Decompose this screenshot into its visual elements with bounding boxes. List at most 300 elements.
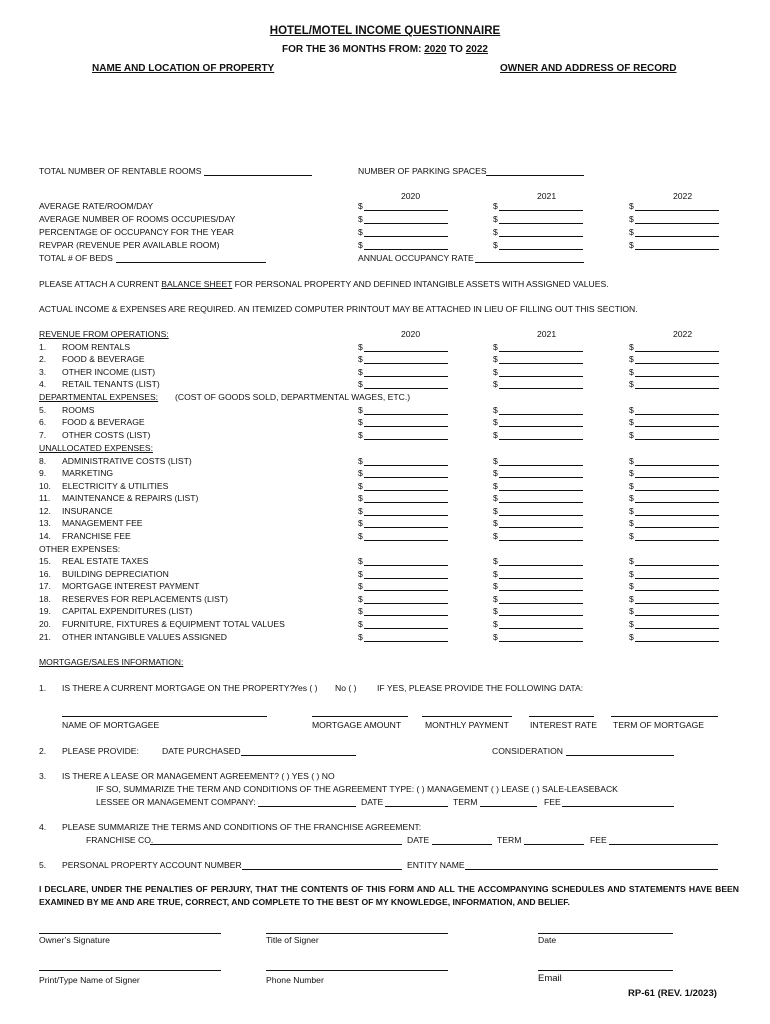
other-expenses-heading: OTHER EXPENSES: — [39, 544, 121, 554]
dollar-sign: $ — [493, 518, 498, 528]
income-item-label: MAINTENANCE & REPAIRS (LIST) — [62, 493, 199, 503]
entry-line — [499, 565, 583, 566]
dollar-sign: $ — [629, 581, 634, 591]
dollar-sign: $ — [493, 354, 498, 364]
income-item-number: 3. — [39, 367, 47, 377]
email-label: Email — [538, 973, 562, 984]
income-dollar-field[interactable] — [493, 569, 583, 580]
rate-dollar-field[interactable] — [493, 201, 583, 212]
income-item-number: 19. — [39, 606, 51, 616]
entry-line — [499, 363, 583, 364]
entry-line — [364, 527, 448, 528]
balance-sheet-text: BALANCE SHEET — [161, 279, 233, 289]
lessee-label: LESSEE OR MANAGEMENT COMPANY: — [96, 797, 256, 807]
dollar-sign: $ — [358, 569, 363, 579]
date-label: Date — [538, 935, 557, 945]
entry-line — [499, 527, 583, 528]
income-item-number: 8. — [39, 456, 47, 466]
date-purchased-label: DATE PURCHASED — [162, 746, 241, 756]
rate-dollar-field[interactable] — [629, 201, 719, 212]
dollar-sign: $ — [358, 227, 363, 237]
entry-line — [364, 426, 448, 427]
dollar-sign: $ — [629, 493, 634, 503]
entry-line — [499, 515, 583, 516]
mortgagee-field[interactable] — [62, 716, 267, 717]
income-item-number: 18. — [39, 594, 51, 604]
revenue-heading: REVENUE FROM OPERATIONS: — [39, 329, 169, 339]
income-dollar-field[interactable] — [629, 456, 719, 467]
income-dollar-field[interactable] — [629, 619, 719, 630]
entry-line — [499, 388, 583, 389]
income-item-number: 13. — [39, 518, 51, 528]
lessee-field[interactable] — [258, 806, 356, 807]
income-item-label: ELECTRICITY & UTILITIES — [62, 481, 169, 491]
income-dollar-field[interactable] — [358, 468, 448, 479]
dollar-sign: $ — [358, 342, 363, 352]
rate-label: AVERAGE RATE/ROOM/DAY — [39, 201, 154, 211]
income-dollar-field[interactable] — [358, 531, 448, 542]
rate-dollar-field[interactable] — [493, 227, 583, 238]
income-dollar-field[interactable] — [358, 556, 448, 567]
dollar-sign: $ — [358, 619, 363, 629]
income-item-label: OTHER INCOME (LIST) — [62, 367, 156, 377]
dollar-sign: $ — [358, 506, 363, 516]
income-item-label: RETAIL TENANTS (LIST) — [62, 379, 160, 389]
entry-line — [499, 439, 583, 440]
dollar-sign: $ — [358, 367, 363, 377]
entry-line — [635, 490, 719, 491]
entry-line — [364, 565, 448, 566]
dollar-sign: $ — [629, 632, 634, 642]
entry-line — [364, 376, 448, 377]
year-to: 2022 — [465, 44, 488, 55]
entry-line — [635, 477, 719, 478]
print-name-label: Print/Type Name of Signer — [39, 975, 140, 985]
income-dollar-field[interactable] — [629, 481, 719, 492]
entry-line — [635, 502, 719, 503]
income-dollar-field[interactable] — [358, 456, 448, 467]
dollar-sign: $ — [629, 481, 634, 491]
income-item-number: 9. — [39, 468, 47, 478]
q3-text: IS THERE A LEASE OR MANAGEMENT AGREEMENT? ( ) YES ( ) NO — [62, 771, 335, 781]
entry-line — [364, 210, 448, 211]
dollar-sign: $ — [493, 468, 498, 478]
dollar-sign: $ — [629, 342, 634, 352]
income-dollar-field[interactable] — [493, 468, 583, 479]
income-dollar-field[interactable] — [629, 468, 719, 479]
income-dollar-field[interactable] — [493, 481, 583, 492]
entry-line — [499, 590, 583, 591]
title-of-signer-label: Title of Signer — [266, 935, 319, 945]
income-dollar-field[interactable] — [629, 581, 719, 592]
dollar-sign: $ — [358, 481, 363, 491]
attach-prefix: PLEASE ATTACH A CURRENT — [39, 279, 159, 289]
income-dollar-field[interactable] — [493, 342, 583, 353]
q5-text: PERSONAL PROPERTY ACCOUNT NUMBER — [62, 860, 242, 870]
income-dollar-field[interactable] — [493, 417, 583, 428]
q1-number: 1. — [39, 683, 47, 693]
q4-term-field[interactable] — [524, 844, 584, 845]
income-dollar-field[interactable] — [358, 606, 448, 617]
dollar-sign: $ — [629, 354, 634, 364]
income-dollar-field[interactable] — [358, 481, 448, 492]
dollar-sign: $ — [629, 556, 634, 566]
print-name-field[interactable] — [39, 970, 221, 971]
owner-address-heading: OWNER AND ADDRESS OF RECORD — [500, 63, 677, 74]
dollar-sign: $ — [358, 456, 363, 466]
income-dollar-field[interactable] — [358, 405, 448, 416]
account-number-field[interactable] — [242, 869, 402, 870]
income-dollar-field[interactable] — [629, 354, 719, 365]
monthly-payment-label: MONTHLY PAYMENT — [425, 720, 509, 730]
interest-rate-field[interactable] — [529, 716, 594, 717]
entry-line — [499, 628, 583, 629]
dollar-sign: $ — [493, 456, 498, 466]
income-dollar-field[interactable] — [358, 430, 448, 441]
income-dollar-field[interactable] — [629, 367, 719, 378]
annual-occupancy-field[interactable] — [475, 262, 584, 263]
entry-line — [635, 540, 719, 541]
income-dollar-field[interactable] — [493, 456, 583, 467]
dollar-sign: $ — [493, 493, 498, 503]
mortgagee-label: NAME OF MORTGAGEE — [62, 720, 160, 730]
entry-line — [364, 615, 448, 616]
entry-line — [364, 363, 448, 364]
dollar-sign: $ — [493, 201, 498, 211]
income-year-2020: 2020 — [401, 329, 421, 339]
entry-line — [364, 603, 448, 604]
income-dollar-field[interactable] — [493, 632, 583, 643]
dollar-sign: $ — [358, 556, 363, 566]
date-purchased-field[interactable] — [241, 755, 356, 756]
email-field[interactable] — [538, 970, 673, 971]
income-dollar-field[interactable] — [629, 405, 719, 416]
mortgage-amount-label: MORTGAGE AMOUNT — [312, 720, 402, 730]
income-item-label: OTHER COSTS (LIST) — [62, 430, 151, 440]
dollar-sign: $ — [358, 214, 363, 224]
entry-line — [364, 641, 448, 642]
rate-dollar-field[interactable] — [358, 240, 448, 251]
income-item-number: 17. — [39, 581, 51, 591]
dollar-sign: $ — [629, 606, 634, 616]
q1-text: IS THERE A CURRENT MORTGAGE ON THE PROPERTY? — [62, 683, 295, 693]
dollar-sign: $ — [493, 430, 498, 440]
entry-line — [364, 439, 448, 440]
dollar-sign: $ — [629, 417, 634, 427]
income-dollar-field[interactable] — [493, 619, 583, 630]
total-beds-field[interactable] — [116, 262, 266, 263]
rate-label: TOTAL # OF BEDS — [39, 253, 113, 263]
q3-date-field[interactable] — [385, 806, 448, 807]
dollar-sign: $ — [358, 379, 363, 389]
income-dollar-field[interactable] — [629, 506, 719, 517]
income-dollar-field[interactable] — [629, 594, 719, 605]
income-dollar-field[interactable] — [358, 342, 448, 353]
rate-dollar-field[interactable] — [629, 227, 719, 238]
income-dollar-field[interactable] — [493, 581, 583, 592]
income-dollar-field[interactable] — [358, 594, 448, 605]
income-dollar-field[interactable] — [629, 632, 719, 643]
rate-dollar-field[interactable] — [358, 227, 448, 238]
monthly-payment-field[interactable] — [422, 716, 512, 717]
income-dollar-field[interactable] — [493, 506, 583, 517]
entry-line — [635, 388, 719, 389]
dollar-sign: $ — [358, 405, 363, 415]
income-dollar-field[interactable] — [493, 354, 583, 365]
income-item-label: MORTGAGE INTEREST PAYMENT — [62, 581, 200, 591]
entry-line — [364, 540, 448, 541]
income-dollar-field[interactable] — [493, 531, 583, 542]
dollar-sign: $ — [493, 632, 498, 642]
income-dollar-field[interactable] — [358, 379, 448, 390]
dollar-sign: $ — [629, 531, 634, 541]
q3-fee-field[interactable] — [562, 806, 674, 807]
income-item-number: 14. — [39, 531, 51, 541]
dollar-sign: $ — [358, 606, 363, 616]
income-dollar-field[interactable] — [493, 556, 583, 567]
q4-number: 4. — [39, 822, 47, 832]
rate-dollar-field[interactable] — [629, 240, 719, 251]
q1-followup: IF YES, PLEASE PROVIDE THE FOLLOWING DATA: — [377, 683, 584, 693]
dollar-sign: $ — [493, 531, 498, 541]
entry-line — [499, 210, 583, 211]
q4-fee-field[interactable] — [609, 844, 718, 845]
entry-line — [635, 363, 719, 364]
income-dollar-field[interactable] — [358, 632, 448, 643]
income-dollar-field[interactable] — [629, 430, 719, 441]
entry-line — [364, 490, 448, 491]
entity-name-label: ENTITY NAME — [407, 860, 465, 870]
entry-line — [499, 414, 583, 415]
dollar-sign: $ — [493, 417, 498, 427]
dollar-sign: $ — [493, 506, 498, 516]
income-dollar-field[interactable] — [358, 367, 448, 378]
mortgage-amount-field[interactable] — [312, 716, 408, 717]
attach-suffix: FOR PERSONAL PROPERTY AND DEFINED INTANGIBLE ASSETS WITH ASSIGNED VALUES. — [234, 279, 609, 289]
income-dollar-field[interactable] — [629, 342, 719, 353]
dollar-sign: $ — [493, 594, 498, 604]
income-dollar-field[interactable] — [629, 518, 719, 529]
dollar-sign: $ — [358, 518, 363, 528]
income-dollar-field[interactable] — [358, 581, 448, 592]
franchise-co-field[interactable] — [150, 844, 402, 845]
income-dollar-field[interactable] — [358, 569, 448, 580]
dollar-sign: $ — [629, 201, 634, 211]
entry-line — [635, 603, 719, 604]
dollar-sign: $ — [493, 367, 498, 377]
income-dollar-field[interactable] — [358, 493, 448, 504]
q3-number: 3. — [39, 771, 47, 781]
income-item-number: 5. — [39, 405, 47, 415]
entry-line — [635, 615, 719, 616]
owner-signature-field[interactable] — [39, 933, 221, 934]
entry-line — [635, 236, 719, 237]
income-dollar-field[interactable] — [493, 367, 583, 378]
income-dollar-field[interactable] — [493, 405, 583, 416]
consideration-field[interactable] — [566, 755, 674, 756]
income-item-label: OTHER INTANGIBLE VALUES ASSIGNED — [62, 632, 227, 642]
entry-line — [364, 223, 448, 224]
consideration-label: CONSIDERATION — [492, 746, 563, 756]
income-item-number: 21. — [39, 632, 51, 642]
entry-line — [364, 465, 448, 466]
dollar-sign: $ — [629, 506, 634, 516]
entry-line — [499, 490, 583, 491]
departmental-heading: DEPARTMENTAL EXPENSES: — [39, 392, 159, 402]
dollar-sign: $ — [629, 405, 634, 415]
entry-line — [635, 414, 719, 415]
unallocated-heading: UNALLOCATED EXPENSES: — [39, 443, 153, 453]
income-dollar-field[interactable] — [358, 506, 448, 517]
form-id: RP-61 (REV. 1/2023) — [628, 988, 717, 999]
entry-line — [635, 515, 719, 516]
parking-spaces-field[interactable] — [486, 175, 584, 176]
total-rentable-rooms-field[interactable] — [204, 175, 312, 176]
declaration-text: I DECLARE, UNDER THE PENALTIES OF PERJURY, THAT THE CONTENTS OF THIS FORM AND ALL THE ACCOMPANYING SCHEDULES AND STATEMENTS HAVE BEEN EXAMINED BY ME AND ARE TRUE, CORRECT, AND COMPLETE TO THE BEST OF MY KNOWLEDGE, INFORMATION, AND BELIEF. — [39, 884, 739, 907]
entry-line — [364, 236, 448, 237]
dollar-sign: $ — [629, 468, 634, 478]
phone-label: Phone Number — [266, 975, 324, 985]
entry-line — [635, 439, 719, 440]
entry-line — [364, 590, 448, 591]
income-dollar-field[interactable] — [493, 493, 583, 504]
dollar-sign: $ — [629, 569, 634, 579]
year-header-2021: 2021 — [537, 191, 557, 201]
q4-date-label: DATE — [407, 835, 430, 845]
actual-income-notice: ACTUAL INCOME & EXPENSES ARE REQUIRED. AN ITEMIZED COMPUTER PRINTOUT MAY BE ATTACHED IN LIEU OF FILLING OUT THIS SECTION. — [39, 304, 638, 314]
q4-date-field[interactable] — [432, 844, 492, 845]
year-from: 2020 — [424, 44, 447, 55]
rate-dollar-field[interactable] — [493, 240, 583, 251]
income-year-2022: 2022 — [673, 329, 693, 339]
date-field[interactable] — [538, 933, 673, 934]
q3-term-field[interactable] — [480, 806, 537, 807]
entry-line — [499, 540, 583, 541]
rate-dollar-field[interactable] — [358, 214, 448, 225]
income-dollar-field[interactable] — [629, 417, 719, 428]
income-dollar-field[interactable] — [629, 379, 719, 390]
q2-number: 2. — [39, 746, 47, 756]
income-dollar-field[interactable] — [493, 606, 583, 617]
income-item-label: ADMINISTRATIVE COSTS (LIST) — [62, 456, 192, 466]
title-field[interactable] — [266, 933, 448, 934]
dollar-sign: $ — [358, 201, 363, 211]
entry-line — [499, 236, 583, 237]
q1-no-checkbox[interactable]: No ( ) — [335, 683, 357, 693]
entry-line — [499, 351, 583, 352]
dollar-sign: $ — [629, 227, 634, 237]
entry-line — [364, 502, 448, 503]
income-dollar-field[interactable] — [629, 493, 719, 504]
entry-line — [635, 376, 719, 377]
income-item-label: FURNITURE, FIXTURES & EQUIPMENT TOTAL VALUES — [62, 619, 285, 629]
entity-name-field[interactable] — [465, 869, 718, 870]
dollar-sign: $ — [493, 227, 498, 237]
income-item-label: FRANCHISE FEE — [62, 531, 131, 541]
q4-term-label: TERM — [497, 835, 522, 845]
entry-line — [499, 426, 583, 427]
year-header-2022: 2022 — [673, 191, 693, 201]
entry-line — [635, 641, 719, 642]
income-item-label: RESERVES FOR REPLACEMENTS (LIST) — [62, 594, 229, 604]
q5-number: 5. — [39, 860, 47, 870]
dollar-sign: $ — [358, 581, 363, 591]
mortgage-heading: MORTGAGE/SALES INFORMATION: — [39, 657, 184, 667]
entry-line — [635, 351, 719, 352]
income-item-number: 4. — [39, 379, 47, 389]
subtitle-prefix: FOR THE 36 MONTHS FROM: — [281, 44, 422, 55]
entry-line — [635, 249, 719, 250]
income-dollar-field[interactable] — [493, 430, 583, 441]
term-of-mortgage-label: TERM OF MORTGAGE — [613, 720, 705, 730]
parking-spaces-label: NUMBER OF PARKING SPACES — [358, 166, 487, 176]
income-item-number: 20. — [39, 619, 51, 629]
income-dollar-field[interactable] — [629, 531, 719, 542]
income-dollar-field[interactable] — [358, 619, 448, 630]
dollar-sign: $ — [493, 581, 498, 591]
income-item-label: REAL ESTATE TAXES — [62, 556, 149, 566]
entry-line — [364, 477, 448, 478]
income-item-label: FOOD & BEVERAGE — [62, 354, 145, 364]
phone-field[interactable] — [266, 970, 448, 971]
entry-line — [635, 590, 719, 591]
rate-dollar-field[interactable] — [358, 201, 448, 212]
income-dollar-field[interactable] — [358, 354, 448, 365]
entry-line — [364, 388, 448, 389]
dollar-sign: $ — [629, 430, 634, 440]
income-item-label: CAPITAL EXPENDITURES (LIST) — [62, 606, 193, 616]
dollar-sign: $ — [629, 214, 634, 224]
dollar-sign: $ — [629, 240, 634, 250]
entry-line — [499, 223, 583, 224]
dollar-sign: $ — [493, 556, 498, 566]
q1-yes-checkbox[interactable]: Yes ( ) — [293, 683, 318, 693]
total-rentable-rooms-label: TOTAL NUMBER OF RENTABLE ROOMS — [39, 166, 202, 176]
entry-line — [364, 515, 448, 516]
income-dollar-field[interactable] — [629, 606, 719, 617]
income-item-number: 16. — [39, 569, 51, 579]
dollar-sign: $ — [629, 594, 634, 604]
term-of-mortgage-field[interactable] — [611, 716, 718, 717]
year-header-2020: 2020 — [401, 191, 421, 201]
income-dollar-field[interactable] — [493, 518, 583, 529]
income-dollar-field[interactable] — [629, 569, 719, 580]
entry-line — [635, 565, 719, 566]
rate-dollar-field[interactable] — [629, 214, 719, 225]
q4-text: PLEASE SUMMARIZE THE TERMS AND CONDITIONS OF THE FRANCHISE AGREEMENT: — [62, 822, 422, 832]
income-dollar-field[interactable] — [493, 594, 583, 605]
dollar-sign: $ — [493, 379, 498, 389]
entry-line — [499, 249, 583, 250]
dollar-sign: $ — [358, 493, 363, 503]
income-item-number: 12. — [39, 506, 51, 516]
dollar-sign: $ — [493, 606, 498, 616]
owner-signature-label: Owner’s Signature — [39, 935, 110, 945]
income-dollar-field[interactable] — [493, 379, 583, 390]
entry-line — [364, 351, 448, 352]
income-dollar-field[interactable] — [629, 556, 719, 567]
income-item-number: 2. — [39, 354, 47, 364]
entry-line — [499, 578, 583, 579]
income-dollar-field[interactable] — [358, 417, 448, 428]
income-dollar-field[interactable] — [358, 518, 448, 529]
entry-line — [635, 578, 719, 579]
dollar-sign: $ — [358, 594, 363, 604]
entry-line — [499, 641, 583, 642]
dollar-sign: $ — [358, 468, 363, 478]
rate-dollar-field[interactable] — [493, 214, 583, 225]
dollar-sign: $ — [358, 430, 363, 440]
